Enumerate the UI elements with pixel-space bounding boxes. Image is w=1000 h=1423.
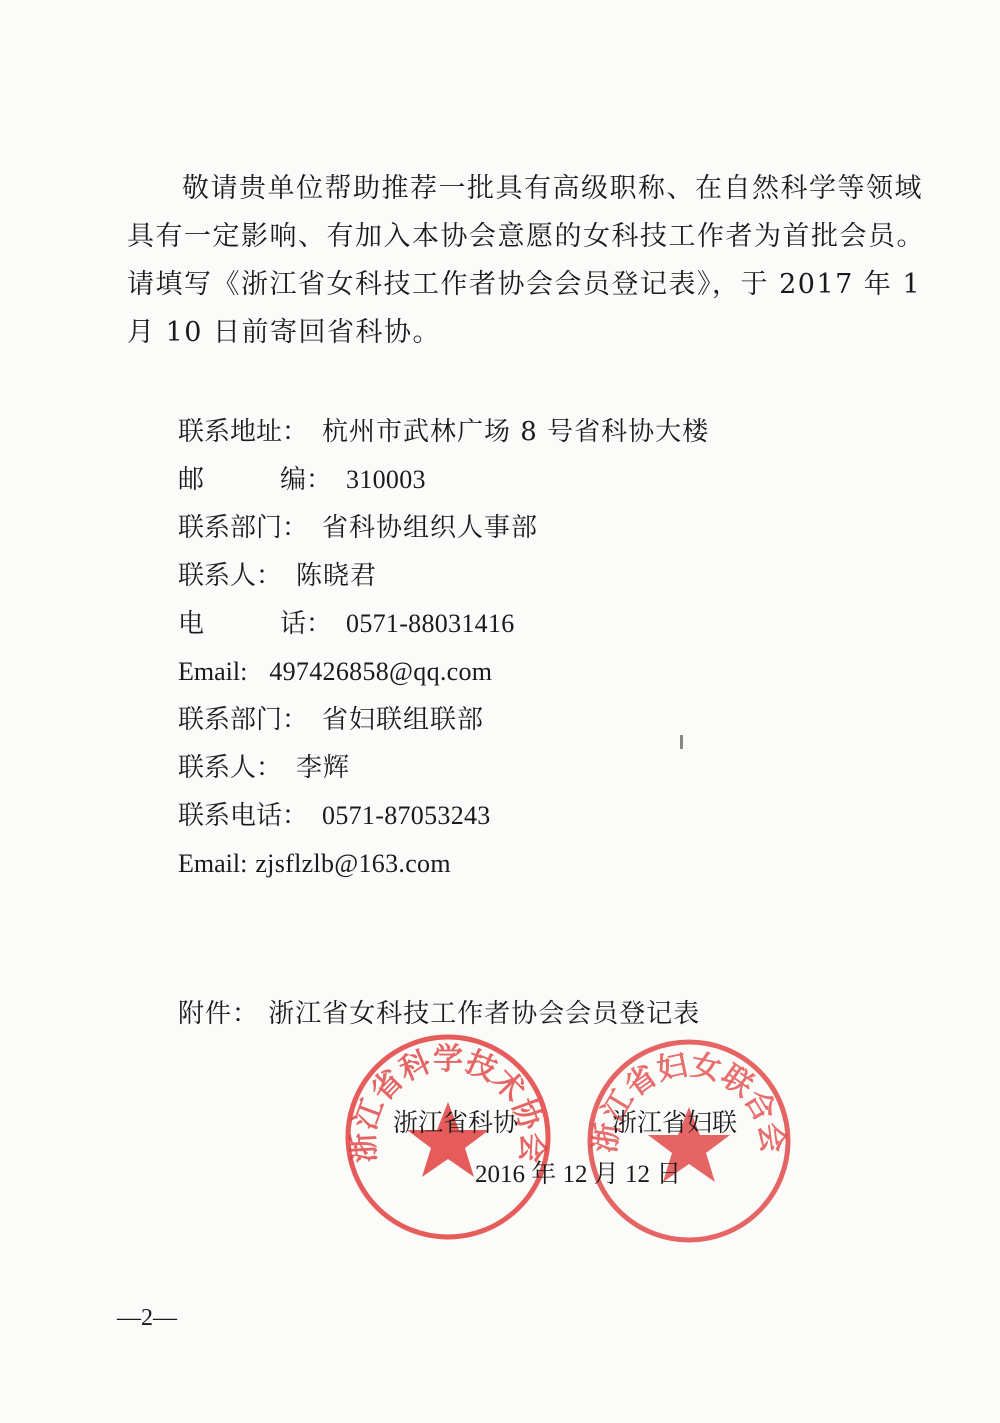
email1-label: Email:	[178, 657, 248, 686]
contact-row-address: 联系地址 ： 杭州市武林广场 8 号省科协大楼	[178, 408, 818, 456]
contact-row-dept1: 联系部门 ： 省科协组织人事部	[178, 504, 818, 552]
contact-row-person2: 联系人 ： 李辉	[178, 744, 818, 792]
phone1-value: 0571-88031416	[346, 609, 515, 638]
contact-info	[178, 408, 818, 888]
contact-row-email2	[178, 840, 818, 888]
paragraph-line: 具有一定影响、有加入本协会意愿的女科技工作者为首批会员。	[127, 221, 925, 252]
svg-text:浙江省科学技术协会: 浙江省科学技术协会	[346, 1042, 550, 1164]
contact-row-postcode: 邮 编 ： 310003	[178, 456, 818, 504]
attachment-value: 浙江省女科技工作者协会会员登记表	[268, 999, 701, 1029]
scan-speck	[680, 735, 683, 749]
dept2-value: 省妇联组联部	[322, 705, 485, 735]
address-label: 联系地址	[178, 417, 283, 447]
person1-label: 联系人	[178, 561, 257, 591]
phone2-value: 0571-87053243	[322, 801, 491, 830]
contact-row-email1	[178, 648, 818, 696]
postcode-label: 邮 编	[178, 465, 306, 495]
dept2-label: 联系部门	[178, 705, 283, 735]
phone2-label: 联系电话	[178, 801, 283, 831]
paragraph-line: 敬请贵单位帮助推荐一批具有高级职称、在自然科学等领域	[182, 173, 923, 204]
contact-row-phone2: 联系电话 ： 0571-87053243	[178, 792, 818, 840]
signature-kexie: 浙江省科协	[393, 1108, 519, 1137]
page-number: —2—	[117, 1305, 177, 1331]
dept1-value: 省科协组织人事部	[322, 513, 539, 543]
dept1-label: 联系部门	[178, 513, 283, 543]
signature-fulian: 浙江省妇联	[612, 1108, 738, 1137]
address-value: 杭州市武林广场 8 号省科协大楼	[322, 417, 710, 447]
email1-value[interactable]: 497426858@qq.com	[269, 657, 493, 686]
person1-value: 陈晓君	[296, 561, 378, 591]
contact-row-dept2: 联系部门 ： 省妇联组联部	[178, 696, 818, 744]
contact-row-phone1: 电 话 ： 0571-88031416	[178, 600, 818, 648]
email2-label: Email:	[178, 849, 248, 878]
postcode-value: 310003	[346, 465, 426, 494]
signature-date: 2016 年 12 月 12 日	[475, 1161, 682, 1188]
svg-text:浙江省妇女联合会: 浙江省妇女联合会	[587, 1047, 791, 1155]
person2-value: 李辉	[296, 753, 351, 783]
body-paragraph	[127, 165, 925, 357]
attachment-label: 附件	[178, 999, 233, 1029]
phone1-label: 电 话	[178, 609, 306, 639]
paragraph-line: 月 10 日前寄回省科协。	[127, 317, 442, 348]
person2-label: 联系人	[178, 753, 257, 783]
contact-row-person1: 联系人 ： 陈晓君	[178, 552, 818, 600]
paragraph-line: 请填写《浙江省女科技工作者协会会员登记表》，于 2017 年 1	[127, 269, 922, 300]
attachment-line: 附件： 浙江省女科技工作者协会会员登记表	[178, 999, 701, 1029]
email2-value[interactable]: zjsflzlb@163.com	[255, 849, 451, 878]
